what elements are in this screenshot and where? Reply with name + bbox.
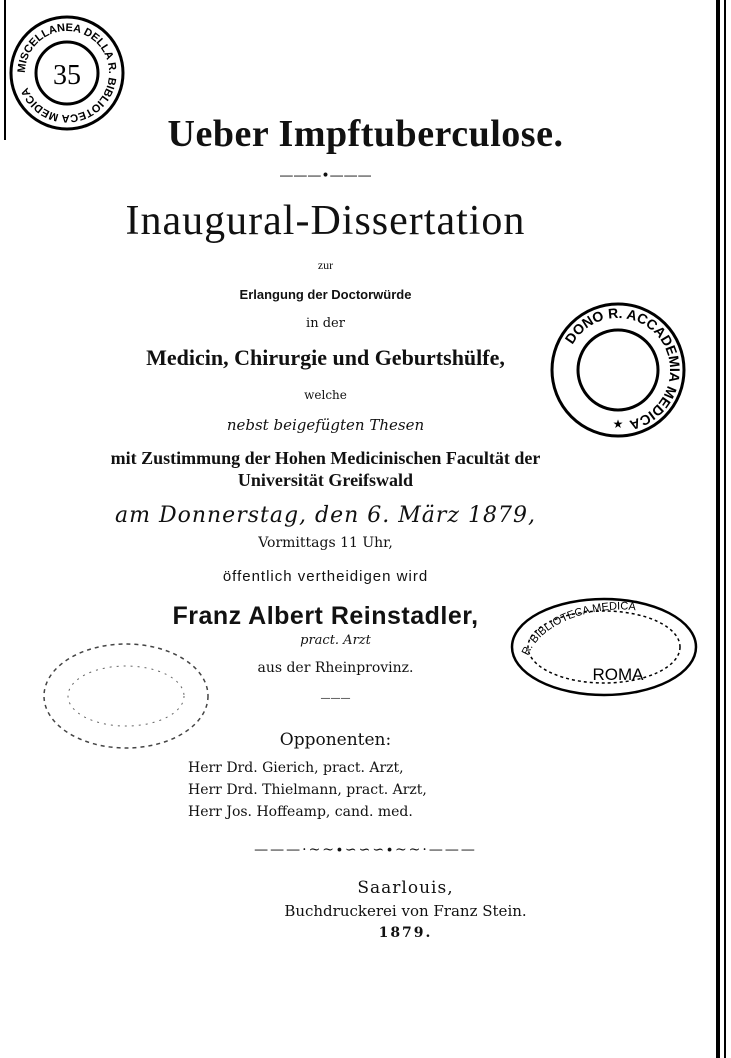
separator-dash: ——— <box>320 693 351 704</box>
zustimmung-text: mit Zustimmung der Hohen Medicinischen Facultät der <box>110 448 541 468</box>
ornament-bottom: ———·~~∙∽∽∽∙~~·——— <box>254 842 477 858</box>
author-title: pract. Arzt <box>300 633 371 648</box>
svg-text:R. BIBLIOTECA MEDICA: R. BIBLIOTECA MEDICA <box>519 600 637 658</box>
svg-text:MISCELLANEA DELLA R. BIBLIOTEC: MISCELLANEA DELLA R. BIBLIOTECA MEDICA <box>15 21 119 125</box>
erlangung-text: Erlangung der Doctorwürde <box>239 287 412 302</box>
zur-text: zur <box>317 258 334 272</box>
opponents-heading: Opponenten: <box>279 730 392 750</box>
opponent-item: Herr Jos. Hoffeamp, cand. med. <box>188 804 413 820</box>
faculty-fields: Medicin, Chirurgie und Geburtshülfe, <box>146 345 505 370</box>
opponent-item: Herr Drd. Thielmann, pract. Arzt, <box>188 782 427 798</box>
stamp-number: 35 <box>53 60 81 91</box>
year: 1879. <box>378 925 433 941</box>
in-der-text: in der <box>306 316 345 331</box>
city: Saarlouis, <box>357 878 454 898</box>
time-text: Vormittags 11 Uhr, <box>258 535 393 551</box>
title: Ueber Impftuberculose. <box>167 113 564 155</box>
nebst-thesen-text: nebst beigefügten Thesen <box>226 416 425 434</box>
stamp-star-icon: ★ <box>612 417 624 431</box>
dissertation-heading: Inaugural-Dissertation <box>125 198 526 244</box>
date-text: am Donnerstag, den 6. März 1879, <box>114 503 537 528</box>
opponents-list <box>188 757 427 823</box>
svg-text:DONO R. ACCADEMIA MEDICA: DONO R. ACCADEMIA MEDICA <box>561 304 684 434</box>
welche-text: welche <box>304 388 347 402</box>
opponent-item: Herr Drd. Gierich, pract. Arzt, <box>188 760 404 776</box>
defense-text: öffentlich vertheidigen wird <box>222 568 429 585</box>
university-text: Universität Greifswald <box>237 470 414 490</box>
author-origin: aus der Rheinprovinz. <box>257 660 414 676</box>
scan-edge-right-2 <box>724 0 726 1058</box>
author-name: Franz Albert Reinstadler, <box>172 602 479 630</box>
scan-edge-right <box>716 0 720 1058</box>
printer: Buchdruckerei von Franz Stein. <box>284 902 527 920</box>
stamp-roma-text: ROMA <box>592 665 644 684</box>
ornament-top: ———•——— <box>279 168 372 184</box>
